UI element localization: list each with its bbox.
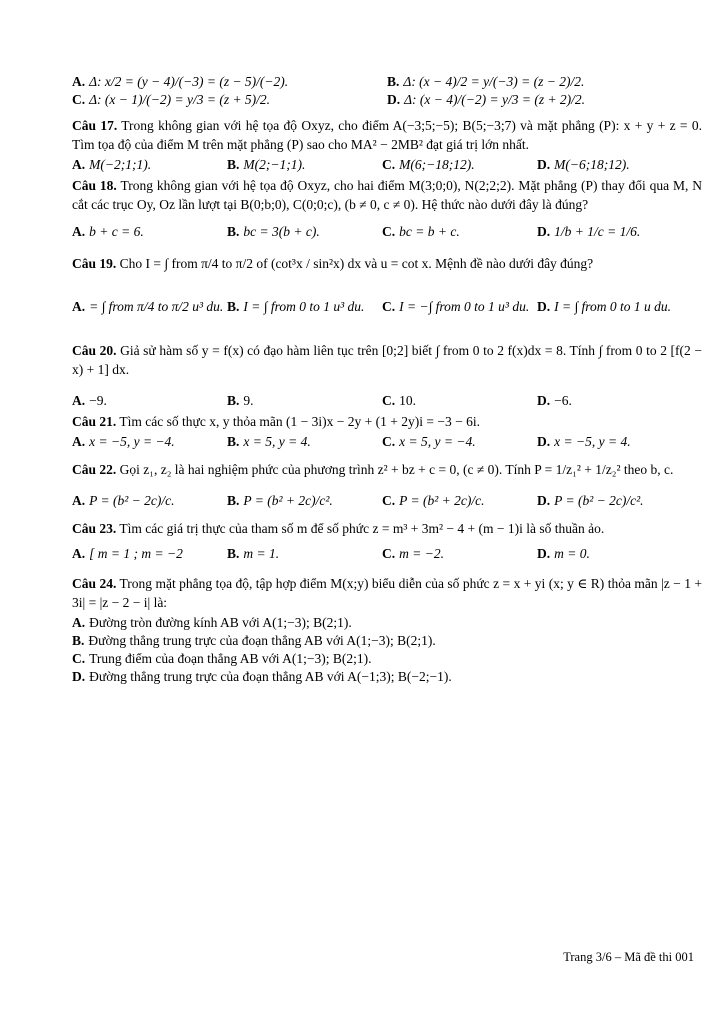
option-text: P = (b² − 2c)/c. <box>89 493 175 508</box>
option-text: 10. <box>399 393 416 408</box>
option-label: C. <box>382 299 396 314</box>
q20-options <box>72 393 702 409</box>
option-text: M(2;−1;1). <box>243 157 306 172</box>
option-label: D. <box>537 393 551 408</box>
option-label: D. <box>537 493 551 508</box>
q16-options-row-2 <box>72 92 702 108</box>
option-label: A. <box>72 299 86 314</box>
option-text: I = −∫ from 0 to 1 u³ du. <box>399 299 530 314</box>
option-label: D. <box>537 434 551 449</box>
option-label: A. <box>72 74 86 89</box>
q20-option-c <box>382 393 537 409</box>
option-text: m = 1. <box>243 546 280 561</box>
q23-option-d <box>537 546 692 562</box>
option-label: C. <box>382 546 396 561</box>
q22-options <box>72 493 702 509</box>
option-label: B. <box>387 74 400 89</box>
option-text: Δ: x/2 = (y − 4)/(−3) = (z − 5)/(−2). <box>89 74 289 89</box>
question-17 <box>72 116 702 154</box>
option-label: B. <box>227 493 240 508</box>
option-label: A. <box>72 224 86 239</box>
q23-options <box>72 546 702 562</box>
question-title: Câu 18. <box>72 178 117 193</box>
q20-option-b <box>227 393 382 409</box>
option-label: C. <box>382 434 396 449</box>
q18-option-a <box>72 224 227 240</box>
option-text: bc = b + c. <box>399 224 460 239</box>
option-text: I = ∫ from 0 to 1 u du. <box>554 299 672 314</box>
question-text: Trong không gian với hệ tọa độ Oxyz, cho điểm A(−3;5;−5); B(5;−3;7) và mặt phẳng (P): x + y + z = 0. Tìm tọa độ của điểm M trên mặt phẳng (P) sao cho MA² − 2MB² đạt giá trị lớn nhất. <box>72 118 702 152</box>
question-19 <box>72 254 702 273</box>
option-text: −6. <box>554 393 572 408</box>
option-label: C. <box>382 493 396 508</box>
q16-options-row-1 <box>72 74 702 90</box>
option-label: B. <box>72 633 85 648</box>
option-text: M(6;−18;12). <box>399 157 475 172</box>
q21-option-c <box>382 434 537 450</box>
option-text: bc = 3(b + c). <box>243 224 320 239</box>
option-text: x = 5, y = 4. <box>243 434 311 449</box>
q22-option-b <box>227 493 382 509</box>
question-text: Tìm các giá trị thực của tham số m để số phức z = m³ + 3m² − 4 + (m − 1)i là số thuần ảo. <box>119 521 605 536</box>
q21-options <box>72 434 702 450</box>
option-label: A. <box>72 546 86 561</box>
question-23 <box>72 519 702 538</box>
option-label: A. <box>72 615 86 630</box>
q24-option-b <box>72 633 702 649</box>
option-label: A. <box>72 434 86 449</box>
option-label: A. <box>72 493 86 508</box>
option-label: B. <box>227 434 240 449</box>
option-label: C. <box>72 92 86 107</box>
q23-option-c <box>382 546 537 562</box>
option-label: A. <box>72 157 86 172</box>
option-text: Đường thẳng trung trực của đoạn thẳng AB với A(1;−3); B(2;1). <box>88 633 436 648</box>
option-text: P = (b² + 2c)/c. <box>399 493 485 508</box>
option-text: Δ: (x − 1)/(−2) = y/3 = (z + 5)/2. <box>89 92 271 107</box>
q22-option-c <box>382 493 537 509</box>
option-label: B. <box>227 546 240 561</box>
q22-option-d <box>537 493 692 509</box>
option-text: 1/b + 1/c = 1/6. <box>554 224 641 239</box>
option-text: −9. <box>89 393 107 408</box>
option-label: C. <box>382 393 396 408</box>
question-title: Câu 17. <box>72 118 118 133</box>
q19-options <box>72 299 702 315</box>
option-label: D. <box>537 299 551 314</box>
question-18 <box>72 176 702 214</box>
question-22 <box>72 460 702 479</box>
q18-options <box>72 224 702 240</box>
option-label: B. <box>227 299 240 314</box>
q23-option-b <box>227 546 382 562</box>
q18-option-d <box>537 224 692 240</box>
option-text: Δ: (x − 4)/2 = y/(−3) = (z − 2)/2. <box>403 74 585 89</box>
q20-option-a <box>72 393 227 409</box>
option-label: B. <box>227 393 240 408</box>
option-text: b + c = 6. <box>89 224 144 239</box>
q16-option-a <box>72 74 387 90</box>
question-text: Trong không gian với hệ tọa độ Oxyz, cho hai điểm M(3;0;0), N(2;2;2). Mặt phẳng (P) thay đổi qua M, N cắt các trục Oy, Oz lần lượt tại B(0;b;0), C(0;0;c), (b ≠ 0, c ≠ 0). Hệ thức nào dưới đây là đúng? <box>72 178 702 212</box>
option-label: C. <box>382 224 396 239</box>
option-text: x = −5, y = 4. <box>554 434 631 449</box>
question-title: Câu 24. <box>72 576 117 591</box>
q24-option-d <box>72 669 702 685</box>
option-label: B. <box>227 157 240 172</box>
q20-option-d <box>537 393 692 409</box>
option-label: D. <box>537 546 551 561</box>
option-label: D. <box>387 92 401 107</box>
question-20 <box>72 341 702 379</box>
option-text: Đường thẳng trung trực của đoạn thẳng AB với A(−1;3); B(−2;−1). <box>89 669 452 684</box>
q24-options <box>72 615 702 685</box>
question-text: Giả sử hàm số y = f(x) có đạo hàm liên tục trên [0;2] biết ∫ from 0 to 2 f(x)dx = 8. Tính ∫ from 0 to 2 [f(2 − x) + 1] dx. <box>72 343 703 377</box>
option-text: P = (b² + 2c)/c². <box>243 493 333 508</box>
option-text: x = −5, y = −4. <box>89 434 175 449</box>
option-text: Δ: (x − 4)/(−2) = y/3 = (z + 2)/2. <box>404 92 586 107</box>
option-text: Đường tròn đường kính AB với A(1;−3); B(2;1). <box>89 615 352 630</box>
option-label: D. <box>537 224 551 239</box>
q17-option-a <box>72 157 227 173</box>
q19-option-c <box>382 299 537 315</box>
option-text: P = (b² − 2c)/c². <box>554 493 644 508</box>
q18-option-b <box>227 224 382 240</box>
option-label: D. <box>72 669 86 684</box>
question-text: Gọi z₁, z₂ là hai nghiệm phức của phương trình z² + bz + c = 0, (c ≠ 0). Tính P = 1/z₁² + 1/z₂² theo b, c. <box>119 462 674 477</box>
question-title: Câu 19. <box>72 256 117 271</box>
q17-option-d <box>537 157 692 173</box>
option-text: = ∫ from π/4 to π/2 u³ du. <box>89 299 224 314</box>
option-text: M(−6;18;12). <box>554 157 630 172</box>
option-label: D. <box>537 157 551 172</box>
option-text: M(−2;1;1). <box>89 157 152 172</box>
q19-option-b <box>227 299 382 315</box>
option-label: C. <box>382 157 396 172</box>
question-title: Câu 22. <box>72 462 117 477</box>
q18-option-c <box>382 224 537 240</box>
question-title: Câu 23. <box>72 521 117 536</box>
question-text: Cho I = ∫ from π/4 to π/2 of (cot³x / sin²x) dx và u = cot x. Mệnh đề nào dưới đây đúng? <box>119 256 594 271</box>
option-text: m = −2. <box>399 546 444 561</box>
q22-option-a <box>72 493 227 509</box>
option-text: I = ∫ from 0 to 1 u³ du. <box>243 299 365 314</box>
q16-option-b <box>387 74 702 90</box>
option-text: x = 5, y = −4. <box>399 434 476 449</box>
exam-page <box>72 72 702 687</box>
option-text: m = 0. <box>554 546 590 561</box>
q19-option-d <box>537 299 692 315</box>
question-title: Câu 21. <box>72 414 117 429</box>
q21-option-a <box>72 434 227 450</box>
q23-option-a <box>72 546 227 562</box>
q17-options <box>72 157 702 173</box>
option-text: [ m = 1 ; m = −2 <box>89 546 183 561</box>
q19-option-a <box>72 299 227 315</box>
question-21 <box>72 412 702 431</box>
question-text: Trong mặt phẳng tọa độ, tập hợp điểm M(x;y) biểu diễn của số phức z = x + yi (x; y ∈ R) thỏa mãn |z − 1 + 3i| = |z − 2 − i| là: <box>72 576 703 610</box>
option-label: C. <box>72 651 86 666</box>
q24-option-a <box>72 615 702 631</box>
question-title: Câu 20. <box>72 343 117 358</box>
q17-option-b <box>227 157 382 173</box>
q24-option-c <box>72 651 702 667</box>
question-text: Tìm các số thực x, y thỏa mãn (1 − 3i)x − 2y + (1 + 2y)i = −3 − 6i. <box>119 414 480 429</box>
option-label: B. <box>227 224 240 239</box>
q21-option-d <box>537 434 692 450</box>
q16-option-c <box>72 92 387 108</box>
question-24 <box>72 574 702 612</box>
q16-option-d <box>387 92 702 108</box>
option-label: A. <box>72 393 86 408</box>
q21-option-b <box>227 434 382 450</box>
option-text: 9. <box>243 393 254 408</box>
option-text: Trung điểm của đoạn thẳng AB với A(1;−3); B(2;1). <box>89 651 372 666</box>
q17-option-c <box>382 157 537 173</box>
page-footer: Trang 3/6 – Mã đề thi 001 <box>563 950 694 964</box>
